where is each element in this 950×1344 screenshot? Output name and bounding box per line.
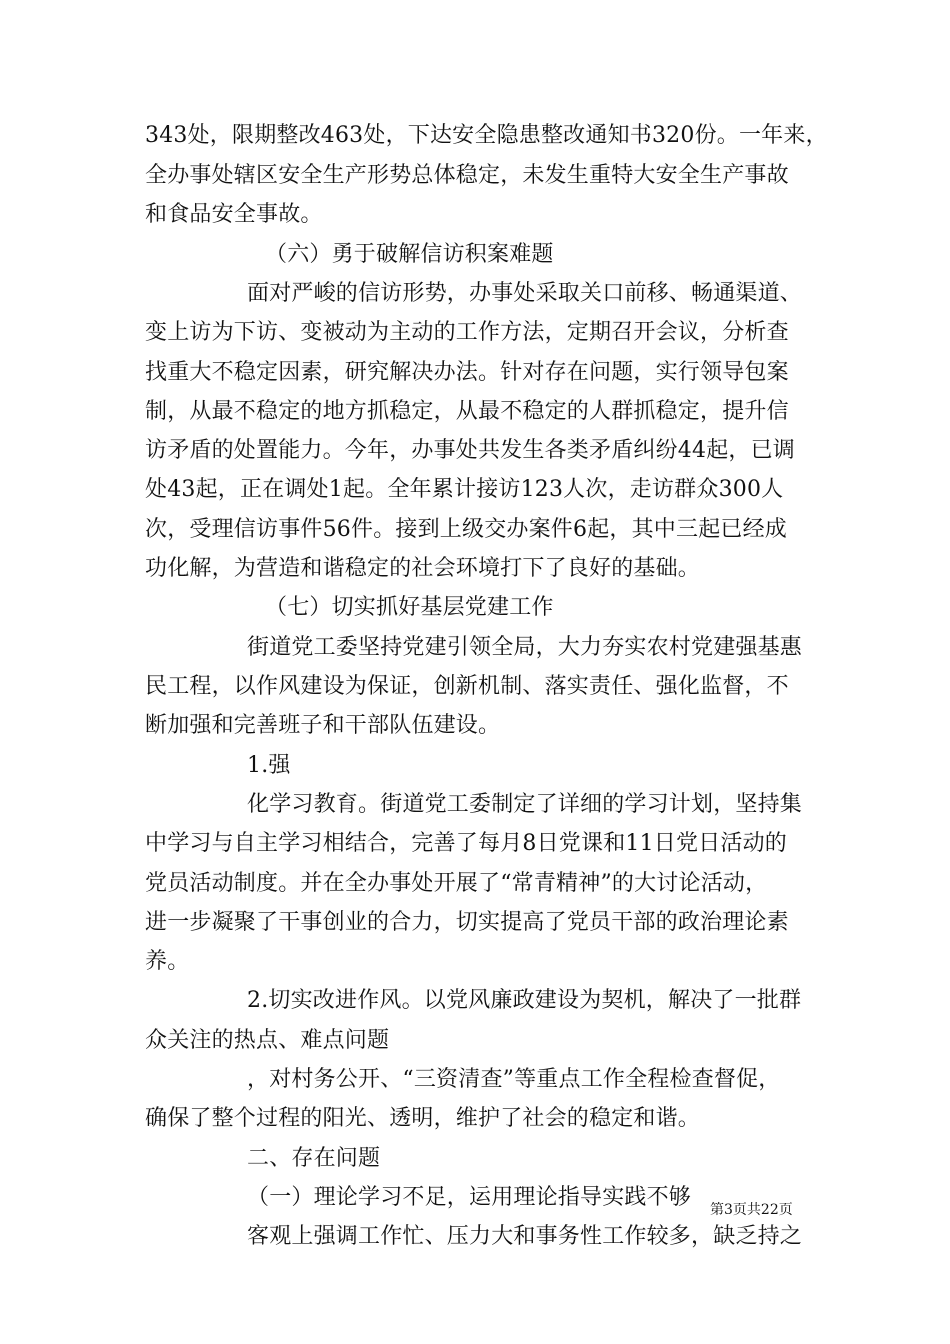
body-line: ，对村务公开、“三资清查”等重点工作全程检查督促， [247,1067,781,1092]
body-line: 众关注的热点、难点问题 [145,1028,390,1053]
body-line: 养。 [145,949,190,974]
body-line: 2.切实改进作风。以党风廉政建设为契机，解决了一批群 [247,988,802,1013]
page-number: 第3页共22页 [710,1202,793,1218]
body-line: 确保了整个过程的阳光、透明，维护了社会的稳定和谐。 [145,1106,701,1131]
section-heading: （七）切实抓好基层党建工作 [265,595,554,620]
body-line: 客观上强调工作忙、压力大和事务性工作较多，缺乏持之 [247,1224,803,1249]
body-line: 面对严峻的信访形势，办事处采取关口前移、畅通渠道、 [247,281,803,306]
body-line: 处43起，正在调处1起。全年累计接访123人次，走访群众300人 [145,477,784,502]
body-line: 党员活动制度。并在全办事处开展了“常青精神”的大讨论活动， [145,871,768,896]
body-line: 343处，限期整改463处，下达安全隐患整改通知书320份。一年来， [145,123,828,148]
body-line: 制，从最不稳定的地方抓稳定，从最不稳定的人群抓稳定，提升信 [145,399,789,424]
section-heading: （一）理论学习不足，运用理论指导实践不够 [247,1185,692,1210]
section-heading: （六）勇于破解信访积案难题 [265,242,554,267]
body-line: 次，受理信访事件56件。接到上级交办案件6起，其中三起已经成 [145,517,787,542]
body-line: 和食品安全事故。 [145,202,323,227]
body-line: 变上访为下访、变被动为主动的工作方法，定期召开会议，分析查 [145,320,789,345]
body-line: 化学习教育。街道党工委制定了详细的学习计划，坚持集 [247,792,803,817]
subsection-number: 1.强 [247,753,291,778]
section-heading: 二、存在问题 [247,1146,381,1171]
body-line: 街道党工委坚持党建引领全局，大力夯实农村党建强基惠 [247,635,803,660]
body-line: 断加强和完善班子和干部队伍建设。 [145,713,501,738]
body-line: 全办事处辖区安全生产形势总体稳定，未发生重特大安全生产事故 [145,163,789,188]
body-line: 访矛盾的处置能力。今年，办事处共发生各类矛盾纠纷44起，已调 [145,438,795,463]
body-line: 中学习与自主学习相结合，完善了每月8日党课和11日党日活动的 [145,831,787,856]
body-line: 进一步凝聚了干事创业的合力，切实提高了党员干部的政治理论素 [145,910,789,935]
body-line: 民工程，以作风建设为保证，创新机制、落实责任、强化监督，不 [145,674,789,699]
body-line: 功化解，为营造和谐稳定的社会环境打下了良好的基础。 [145,556,701,581]
body-line: 找重大不稳定因素，研究解决办法。针对存在问题，实行领导包案 [145,360,789,385]
